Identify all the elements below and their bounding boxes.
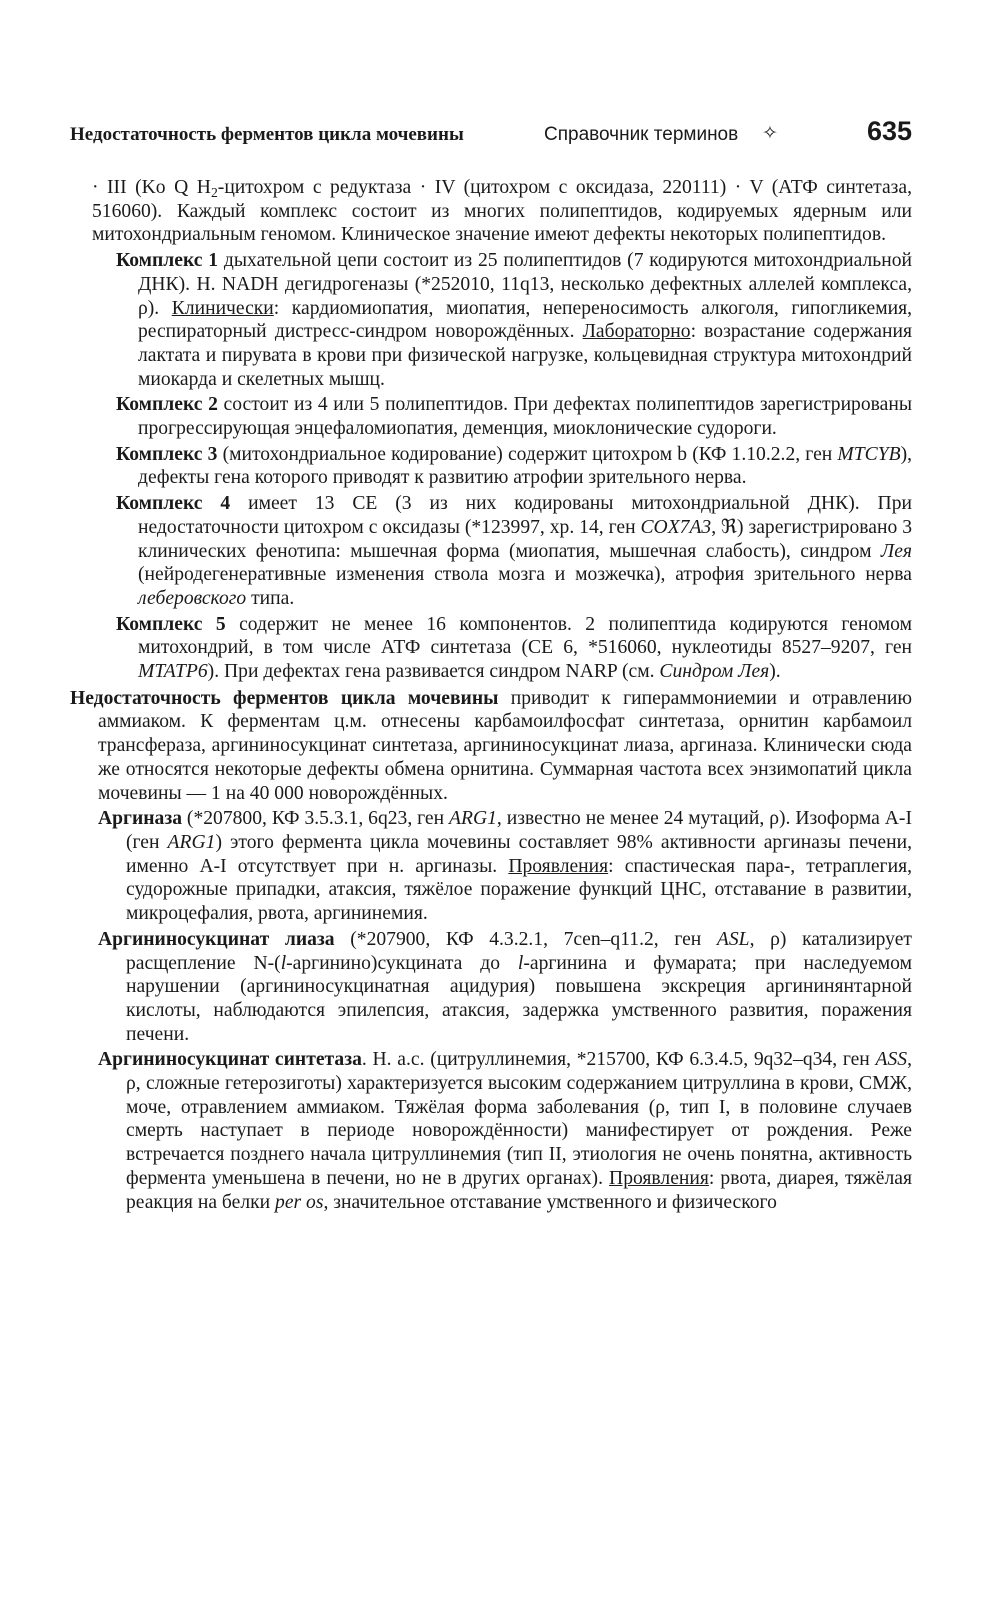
entry-argininosuccinate-synthetase: Аргининосукцинат синтетаза. Н. а.с. (цитруллинемия, *215700, КФ 6.3.4.5, 9q32–q34, ген ASS, ρ, сложные гетерозиготы) характеризуется высоким содержанием цитруллина в крови, СМЖ, моче, отравлением аммиаком. Тяжёлая форма заболевания (ρ, тип I, в половине случаев смерть наступает в периоде новорождённости) манифестирует от рождения. Реже встречается позднего начала цитруллинемия (тип II, этиология не очень понятна, активность фермента уменьшена в печени, но не в других органах). Проявления: рвота, диарея, тяжёлая реакция на белки per os, значительное отставание умственного и физического [98,1049,912,1213]
entry-complex-3: Комплекс 3 (митохондриальное кодирование) содержит цитохром b (КФ 1.10.2.2, ген MTCYB), дефекты гена которого приводят к развитию атрофии зрительного нерва. [116,443,912,489]
term-heading: Аргининосукцинат синтетаза [98,1049,362,1071]
entry-complex-1: Комплекс 1 дыхательной цепи состоит из 25 полипептидов (7 кодируются митохондриальной ДНК). Н. NADH дегидрогеназы (*252010, 11q13, несколько дефектных аллелей комплекса, ρ). Клинически: кардиомиопатия, миопатия, непереносимость алкоголя, гипогликемия, респираторный дистресс-синдром новорождённых. Лабораторно: возрастание содержания лактата и пирувата в крови при физической нагрузке, кольцевидная структура митохондрий миокарда и скелетных мышц. [116,250,912,390]
term-heading: Комплекс 2 [116,394,218,416]
term-heading: Аргининосукцинат лиаза [98,928,335,950]
term-heading: Недостаточность ферментов цикла мочевины [70,687,499,709]
term-heading: Комплекс 3 [116,443,218,465]
entry-urea-cycle-deficiency: Недостаточность ферментов цикла мочевины приводит к гипераммониемии и отравлению аммиаком. К ферментам ц.м. отнесены карбамоилфосфат синтетаза, орнитин карбамоил трансфераза, аргининосукцинат синтетаза, аргининосукцинат лиаза, аргиназа. Клинически сюда же относятся некоторые дефекты обмена орнитина. Суммарная частота всех энзимопатий цикла мочевины — 1 на 40 000 новорождённых. [70,687,912,804]
term-heading: Комплекс 5 [116,613,226,635]
entry-arginase: Аргиназа (*207800, КФ 3.5.3.1, 6q23, ген ARG1, известно не менее 24 мутаций, ρ). Изоформа A-I (ген ARG1) этого фермента цикла мочевины составляет 98% активности аргиназы печени, именно A-I отсутствует при н. аргиназы. Проявления: спастическая пара-, тетраплегия, судорожные припадки, атаксия, тяжёлое поражение функций ЦНС, отставание в развитии, микроцефалия, рвота, аргининемия. [98,808,912,925]
section-name: Справочник терминов [544,124,739,145]
entry-complex-4: Комплекс 4 имеет 13 СЕ (3 из них кодированы митохондриальной ДНК). При недостаточности цитохром с оксидазы (*123997, хр. 14, ген COX7A3, ℜ) зарегистрировано 3 клинических фенотипа: мышечная форма (миопатия, мышечная слабость), синдром Лея (нейродегенеративные изменения ствола мозга и мозжечка), атрофия зрительного нерва леберовского типа. [116,493,912,609]
body-text [70,176,912,1214]
page-header [70,118,912,158]
running-title: Недостаточность ферментов цикла мочевины [70,124,464,145]
term-heading: Комплекс 1 [116,250,219,272]
diamond-ornament-icon: ✧ [762,122,778,144]
term-heading: Аргиназа [98,808,182,830]
term-heading: Комплекс 4 [116,493,231,515]
entry-complex-2: Комплекс 2 состоит из 4 или 5 полипептидов. При дефектах полипептидов зарегистрированы прогрессирующая энцефаломиопатия, деменция, миоклонические судороги. [116,394,912,440]
entry-complex-5: Комплекс 5 содержит не менее 16 компонентов. 2 полипептида кодируются геномом митохондрий, в том числе АТФ синтетаза (СЕ 6, *516060, нуклеотиды 8527–9207, ген MTATP6). При дефектах гена развивается синдром NARP (см. Синдром Лея). [116,613,912,683]
page-number: 635 [866,116,912,146]
continuation-paragraph: · III (Ko Q $H_2$-цитохром с редуктаза · IV (цитохром с оксидаза, 220111) · V (АТФ синтетаза, 516060). Каждый комплекс состоит из многих полипептидов, кодируемых ядерным или митохондриальным геномом. Клиническое значение имеют дефекты некоторых полипептидов. [92,177,912,246]
entry-argininosuccinate-lyase: Аргининосукцинат лиаза (*207900, КФ 4.3.2.1, 7cen–q11.2, ген ASL, ρ) катализирует расщепление N-(l-аргинино)сукцината до l-аргинина и фумарата; при наследуемом нарушении (аргининосукцинатная ацидурия) повышена экскреция аргининянтарной кислоты, наблюдаются эпилепсия, атаксия, задержка умственного развития, поражения печени. [98,928,912,1045]
